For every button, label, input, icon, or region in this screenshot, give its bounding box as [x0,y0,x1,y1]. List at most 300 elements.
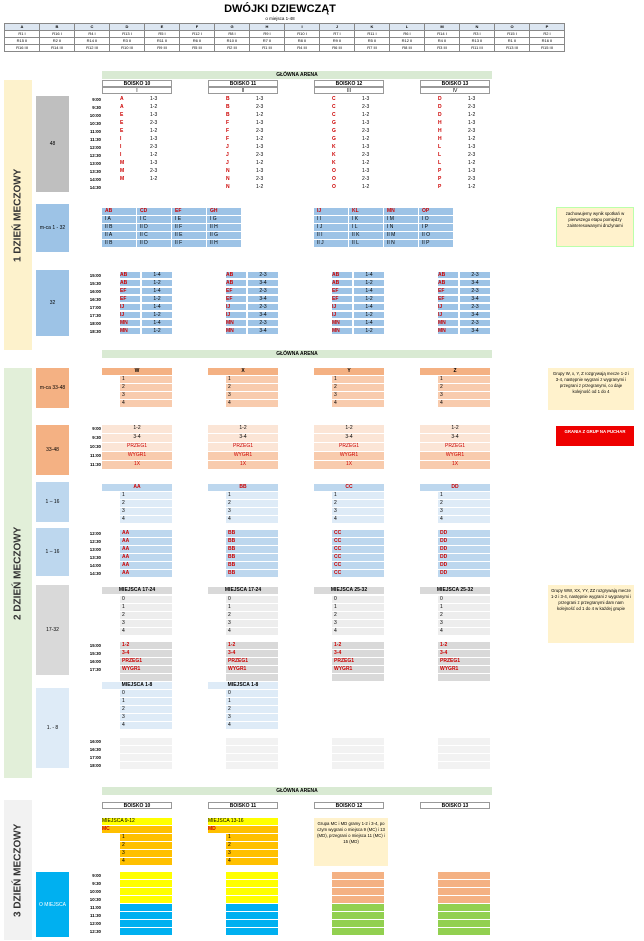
label-1-16a: 1 – 16 [36,482,69,522]
group-cell: R9 III [145,45,180,52]
seed: 1 [120,698,172,705]
match-group: K [332,160,336,166]
label-32: 32 [36,270,69,336]
court-header: BOISKO 13 [420,802,490,809]
match-group: J [226,160,229,166]
pair-cell: II C [137,232,171,239]
pair-cell: II B [102,224,136,231]
match-row: AA [120,538,172,545]
match-row [226,920,278,927]
time: 15:00 [89,643,101,648]
seed: 1 [226,698,278,705]
match-row [332,920,384,927]
match-row [332,912,384,919]
match-group: L [438,152,442,158]
time: 14:00 [89,563,101,568]
match-row [332,738,384,745]
match-group: J [226,144,229,150]
main-arena-header-2: GŁÓWNA ARENA [102,350,492,358]
match-pair: 1-3 [468,120,476,126]
group-letter: E [145,24,180,31]
time: 12:00 [89,145,101,150]
group-cell: R16 II [530,38,565,45]
match-row: PRZEG1 [314,443,384,451]
match-group: AB [120,280,140,286]
match-row: AA [120,554,172,561]
seed: 1 [438,604,490,611]
match-pair: 2-3 [248,288,278,294]
seed: 2 [226,706,278,713]
match-pair: 1-3 [468,96,476,102]
group-cell: R2 III [215,45,250,52]
court-roman: IV [420,87,490,94]
pair-cell: I K [349,216,383,223]
match-pair: 1-3 [150,160,158,166]
pair-cell: II K [349,232,383,239]
match-row [438,912,490,919]
match-group: F [226,128,230,134]
group-letter: D [110,24,145,31]
match-row [438,746,490,753]
group-cell: R5 II [355,38,390,45]
pair-cell: I N [384,224,418,231]
match-pair: 3-4 [460,312,490,318]
time: 11:00 [90,129,101,134]
match-row: DD [438,554,490,561]
match-row: WYGR1 [420,452,490,460]
group-letter: C [75,24,110,31]
pair-cell: I C [137,216,171,223]
match-row [332,904,384,911]
match-pair: 1-4 [354,272,384,278]
seed: 3 [120,620,172,627]
group-cell: R10 III [110,45,145,52]
match-row [120,674,172,681]
seed: 3 [120,714,172,721]
match-row: DD [438,546,490,553]
match-row [438,738,490,745]
match-group: L [438,160,442,166]
group-cell: R6 I [390,31,425,38]
group-letter: G [215,24,250,31]
group-letter: J [320,24,355,31]
note-3: Grupy WW, XX, YY, ZZ rozgrywają mecze 1-2 i 3-4, następnie wygrani z wygranymi i przegrani z przegranymi dam nam kolejność od 1 do 4 w każdej grupie [548,585,634,643]
match-group: M [120,160,125,166]
match-pair: 1-3 [468,168,476,174]
group-letter: F [180,24,215,31]
match-row [226,896,278,903]
seed: 4 [226,400,278,407]
match-group: E [120,120,124,126]
match-pair: 2-3 [468,104,476,110]
pair-cell: CD [137,208,171,215]
pair-cell: IJ [314,208,348,215]
match-row [332,896,384,903]
match-row: CC [332,538,384,545]
match-group: IJ [438,312,458,318]
match-row [332,888,384,895]
group-cell: R8 I [215,31,250,38]
match-group: L [438,144,442,150]
match-group: E [120,112,124,118]
match-group: I [120,136,122,142]
match-pair: 1-3 [256,144,264,150]
group-header: Z [420,368,490,375]
match-row: WYGR1 [208,452,278,460]
group-label: MD [208,826,278,833]
match-pair: 2-3 [362,176,370,182]
time: 15:30 [89,651,101,656]
pair-cell: II B [102,240,136,247]
match-group: M [120,176,125,182]
time: 18:00 [89,321,101,326]
seed: 4 [120,400,172,407]
time: 17:30 [89,667,101,672]
time: 11:30 [90,462,101,467]
match-pair: 1-4 [142,288,172,294]
match-group: I [120,152,122,158]
match-group: IJ [120,312,140,318]
pair-cell: I O [419,216,453,223]
match-pair: 2-3 [468,152,476,158]
seed: 1 [332,604,384,611]
match-row [332,754,384,761]
match-row [332,880,384,887]
match-pair: 1-2 [256,160,264,166]
seed: 1 [332,492,384,499]
match-row: 3-4 [420,434,490,442]
match-row [438,904,490,911]
match-pair: 1-3 [256,168,264,174]
seed: 2 [438,612,490,619]
seed: 3 [226,714,278,721]
match-row: 1-2 [332,642,384,649]
seed: 2 [226,842,278,849]
match-group: O [332,176,336,182]
match-group: AB [226,272,246,278]
match-pair: 3-4 [248,312,278,318]
match-group: IJ [226,312,246,318]
time: 16:30 [89,297,101,302]
match-group: MN [438,320,458,326]
match-group: H [438,128,442,134]
match-group: O [332,168,336,174]
label-17-32: 17-32 [36,585,69,675]
match-row [332,928,384,935]
match-pair: 2-3 [256,176,264,182]
group-letter: I [285,24,320,31]
time: 9:30 [92,435,101,440]
match-pair: 1-2 [354,328,384,334]
match-group: I [120,144,122,150]
seed: 2 [332,612,384,619]
match-row: DD [438,562,490,569]
match-row: 1-2 [102,425,172,433]
match-group: P [438,168,442,174]
match-pair: 1-4 [354,288,384,294]
match-pair: 1-2 [150,104,158,110]
match-row [120,754,172,761]
group-cell: R1 III [250,45,285,52]
match-group: B [226,96,230,102]
match-group: AB [120,272,140,278]
pair-cell: I E [172,216,206,223]
block-header: MIEJSCA 9-12 [102,818,172,825]
match-row [226,754,278,761]
court-roman: II [208,87,278,94]
match-row [120,904,172,911]
match-group: H [438,120,442,126]
pair-cell: KL [349,208,383,215]
seed: 2 [226,612,278,619]
group-cell: R6 III [320,45,355,52]
match-group: AB [226,280,246,286]
group-cell: R13 III [495,45,530,52]
block-header: MIEJSCA 17-24 [208,587,278,594]
match-row: BB [226,562,278,569]
match-pair: 1-2 [362,184,370,190]
match-group: P [438,184,442,190]
time: 14:30 [89,185,101,190]
match-row: 1X [102,461,172,469]
time: 12:30 [89,153,101,158]
group-cell: R11 I [355,31,390,38]
match-group: AB [332,280,352,286]
match-row [120,896,172,903]
match-group: IJ [332,312,352,318]
match-row: 1-2 [314,425,384,433]
seed: 3 [226,620,278,627]
match-group: D [438,112,442,118]
pair-cell: II D [137,224,171,231]
match-row: WYGR1 [102,452,172,460]
time: 13:00 [89,547,101,552]
time: 15:00 [89,273,101,278]
time: 18:00 [89,763,101,768]
match-group: EF [438,288,458,294]
time: 16:00 [89,739,101,744]
match-row: PRZEG1 [438,658,490,665]
pair-cell: MN [384,208,418,215]
match-pair: 1-3 [256,120,264,126]
match-pair: 2-3 [256,152,264,158]
time: 18:30 [89,329,101,334]
match-row: CC [332,546,384,553]
match-row: 3-4 [102,434,172,442]
match-row [226,880,278,887]
match-pair: 1-2 [354,312,384,318]
match-group: D [438,104,442,110]
time: 11:00 [90,453,101,458]
match-pair: 1-2 [468,112,476,118]
note-2: Grupy W, x, Y, Z rozgrywają mecze 1-2 i 3-4, następnie wygrani z wygranymi i przegrani z przegranymi, co daje kolejność od 1 do 4 [548,368,634,410]
match-row [438,762,490,769]
match-row: 1-2 [420,425,490,433]
time: 12:00 [89,921,101,926]
day-1-label: 1 DZIEŃ MECZOWY [4,80,32,350]
match-row: WYGR1 [438,666,490,673]
match-row: WYGR1 [226,666,278,673]
pair-cell: II E [172,232,206,239]
seed: 3 [438,508,490,515]
match-group: EF [120,296,140,302]
match-row [226,872,278,879]
match-group: A [120,104,124,110]
match-row [120,928,172,935]
pair-cell: OP [419,208,453,215]
match-group: N [226,184,230,190]
seed: 1 [120,376,172,383]
match-row: PRZEG1 [208,443,278,451]
match-row [226,904,278,911]
seed: 4 [438,400,490,407]
match-row: BB [226,538,278,545]
match-row: BB [226,530,278,537]
seed: 1 [226,604,278,611]
group-cell: R14 III [40,45,75,52]
group-cell: R4 III [285,45,320,52]
match-group: C [332,96,336,102]
group-cell: R14 II [75,38,110,45]
group-cell: R4 II [425,38,460,45]
match-group: MN [226,328,246,334]
match-row: 3-4 [438,650,490,657]
match-row [120,746,172,753]
match-pair: 1-2 [256,136,264,142]
time: 11:00 [90,905,101,910]
match-row: AA [120,570,172,577]
pair-cell: I A [102,216,136,223]
match-row [120,920,172,927]
group-cell: R6 II [180,38,215,45]
match-row: PRZEG1 [226,658,278,665]
time: 15:30 [89,281,101,286]
seed: 3 [120,392,172,399]
match-row: WYGR1 [120,666,172,673]
match-row [438,880,490,887]
seed: 4 [438,628,490,635]
match-row: 1X [420,461,490,469]
seed: 2 [120,384,172,391]
match-row [226,928,278,935]
match-pair: 1-2 [362,112,370,118]
pair-cell: I I [314,216,348,223]
match-pair: 2-3 [362,152,370,158]
group-letter: B [40,24,75,31]
seed: 3 [332,508,384,515]
seed: 1 [438,376,490,383]
match-row: 3-4 [314,434,384,442]
block-header: MIEJSCA 1-8 [102,682,172,689]
match-pair: 1-3 [150,136,158,142]
note-4: Grupa MC i MD gramy 1-2 i 3-4, po czym wygrani o miejsca 9 (MC) i 13 (MD), przegrani o miejsca 11 (MC) i 15 (MD) [314,818,388,866]
group-cell: R12 III [75,45,110,52]
pair-cell: GH [207,208,241,215]
main-arena-header-1: GŁÓWNA ARENA [102,71,492,79]
group-letter: H [250,24,285,31]
seed: 3 [226,508,278,515]
match-group: IJ [438,304,458,310]
time: 13:30 [89,169,101,174]
time: 12:30 [89,929,101,934]
seed: 1 [226,492,278,499]
group-cell: R2 II [40,38,75,45]
group-cell: R8 II [285,38,320,45]
seed: 4 [120,858,172,865]
label-33-48: m-ca 33-48 [36,368,69,408]
match-row [438,888,490,895]
match-row: 1-2 [438,642,490,649]
match-group: EF [226,288,246,294]
main-arena-header-3: GŁÓWNA ARENA [102,787,492,795]
pair-cell: EF [172,208,206,215]
match-pair: 2-3 [460,272,490,278]
group-letter: P [530,24,565,31]
seed: 1 [226,834,278,841]
match-pair: 3-4 [460,328,490,334]
match-pair: 2-3 [460,304,490,310]
seed: 1 [120,492,172,499]
match-row: 1-2 [120,642,172,649]
match-row: DD [438,538,490,545]
group-cell: R7 II [250,38,285,45]
time: 17:00 [89,755,101,760]
match-group: D [438,96,442,102]
group-cell: R9 I [250,31,285,38]
time: 11:30 [90,137,101,142]
seed: 3 [438,392,490,399]
pair-cell: AB [102,208,136,215]
match-group: EF [438,296,458,302]
seed: 4 [226,858,278,865]
seed: 2 [226,500,278,507]
pair-cell: II O [419,232,453,239]
match-pair: 1-2 [142,312,172,318]
seed: 2 [120,612,172,619]
match-pair: 3-4 [248,328,278,334]
match-group: C [332,104,336,110]
match-row [226,912,278,919]
group-header: Y [314,368,384,375]
seed: 4 [332,516,384,523]
time: 17:00 [89,305,101,310]
page-title: DWÓJKI DZIEWCZĄT [224,3,336,15]
group-cell: R16 III [5,45,40,52]
court-roman: I [102,87,172,94]
seed: 3 [438,620,490,627]
match-pair: 1-2 [150,176,158,182]
match-row [332,762,384,769]
match-row: CC [332,554,384,561]
time: 12:30 [89,539,101,544]
group-cell: R10 I [285,31,320,38]
group-cell: R3 II [110,38,145,45]
match-pair: 2-3 [468,128,476,134]
match-group: H [438,136,442,142]
court-header: BOISKO 13 [420,80,490,87]
match-pair: 2-3 [256,104,264,110]
time: 10:30 [89,444,101,449]
match-row [120,738,172,745]
seed: 3 [120,850,172,857]
block-header: MIEJSCA 25-32 [420,587,490,594]
group-label: MC [102,826,172,833]
match-pair: 2-3 [150,144,158,150]
match-row: DD [438,530,490,537]
match-pair: 2-3 [362,104,370,110]
match-row [226,674,278,681]
match-pair: 1-4 [142,272,172,278]
